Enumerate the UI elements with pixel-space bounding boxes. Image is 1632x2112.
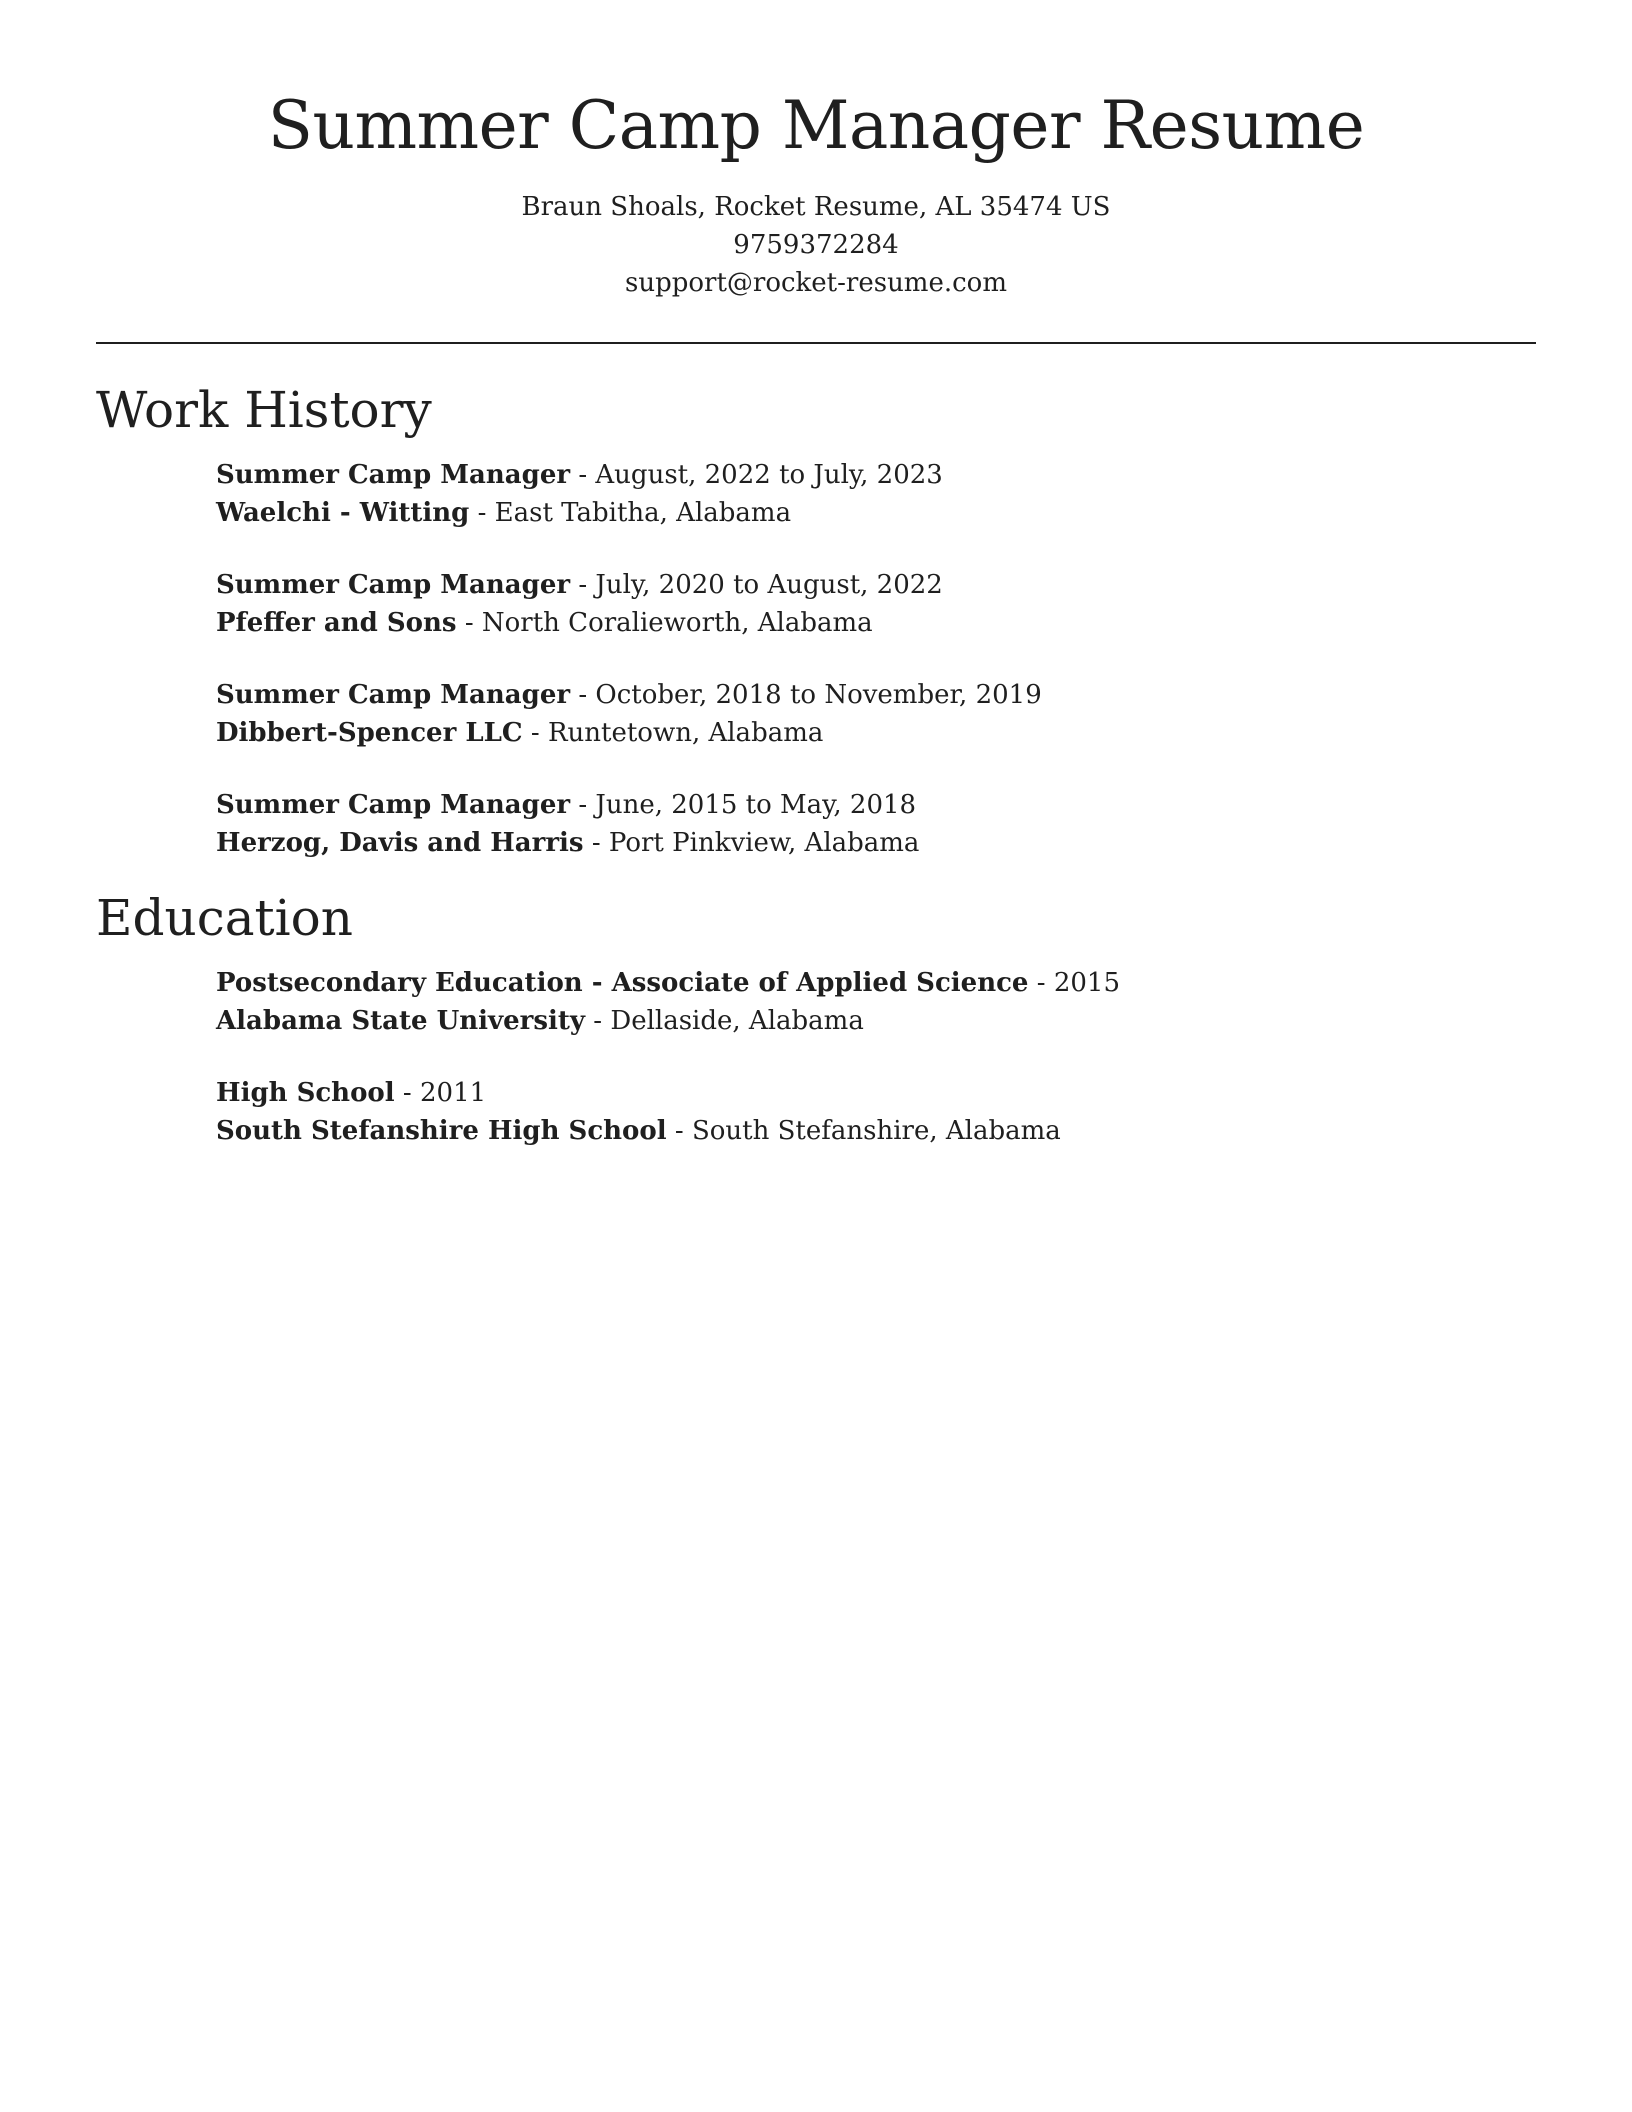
education-entry-degree-line: High School - 2011 xyxy=(216,1078,487,1108)
education-entry-school-line: South Stefanshire High School - South Stefanshire, Alabama xyxy=(216,1116,1061,1146)
school-location: South Stefanshire, Alabama xyxy=(691,1116,1061,1146)
degree-name: Postsecondary Education - Associate of Applied Science xyxy=(216,968,1029,998)
work-history-list xyxy=(216,456,1516,896)
job-company: Herzog, Davis and Harris xyxy=(216,828,584,858)
school-location: Dellaside, Alabama xyxy=(610,1006,864,1036)
work-entry xyxy=(216,566,1516,642)
education-entry-degree-line: Postsecondary Education - Associate of Applied Science - 2015 xyxy=(216,968,1120,998)
header-divider xyxy=(96,342,1536,344)
job-position: Summer Camp Manager xyxy=(216,460,571,490)
resume-header xyxy=(96,84,1536,302)
page-title: Summer Camp Manager Resume xyxy=(267,87,1365,164)
work-entry-title-line: Summer Camp Manager - June, 2015 to May, 2018 xyxy=(216,790,917,820)
email-text: support@rocket-resume.com xyxy=(624,268,1007,298)
phone-text: 9759372284 xyxy=(733,230,899,260)
job-location: Port Pinkview, Alabama xyxy=(608,828,920,858)
job-location: Runtetown, Alabama xyxy=(547,718,824,748)
job-company: Pfeffer and Sons xyxy=(216,608,457,638)
graduation-year: 2015 xyxy=(1053,968,1120,998)
education-entry xyxy=(216,1074,1516,1150)
job-dates: June, 2015 to May, 2018 xyxy=(595,790,917,820)
school-name: Alabama State University xyxy=(216,1006,586,1036)
work-entry-title-line: Summer Camp Manager - August, 2022 to July, 2023 xyxy=(216,460,943,490)
job-dates: October, 2018 to November, 2019 xyxy=(595,680,1042,710)
degree-name: High School xyxy=(216,1078,395,1108)
job-company: Waelchi - Witting xyxy=(216,498,470,528)
education-list xyxy=(216,964,1516,1184)
education-entry-school-line: Alabama State University - Dellaside, Alabama xyxy=(216,1006,864,1036)
job-company: Dibbert-Spencer LLC xyxy=(216,718,523,748)
job-position: Summer Camp Manager xyxy=(216,570,571,600)
work-entry-title-line: Summer Camp Manager - July, 2020 to August, 2022 xyxy=(216,570,943,600)
work-entry xyxy=(216,456,1516,532)
address-text: Braun Shoals, Rocket Resume, AL 35474 US xyxy=(521,192,1111,222)
education-heading: Education xyxy=(96,889,353,947)
education-entry xyxy=(216,964,1516,1040)
work-entry-company-line: Waelchi - Witting - East Tabitha, Alabama xyxy=(216,498,792,528)
work-entry-company-line: Pfeffer and Sons - North Coralieworth, Alabama xyxy=(216,608,873,638)
work-entry-title-line: Summer Camp Manager - October, 2018 to November, 2019 xyxy=(216,680,1042,710)
graduation-year: 2011 xyxy=(419,1078,487,1108)
work-entry-company-line: Herzog, Davis and Harris - Port Pinkview, Alabama xyxy=(216,828,920,858)
work-entry xyxy=(216,676,1516,752)
work-entry-company-line: Dibbert-Spencer LLC - Runtetown, Alabama xyxy=(216,718,824,748)
job-position: Summer Camp Manager xyxy=(216,680,571,710)
contact-info xyxy=(96,188,1536,302)
job-dates: August, 2022 to July, 2023 xyxy=(595,460,943,490)
work-entry xyxy=(216,786,1516,862)
school-name: South Stefanshire High School xyxy=(216,1116,667,1146)
job-dates: July, 2020 to August, 2022 xyxy=(595,570,943,600)
job-location: East Tabitha, Alabama xyxy=(494,498,792,528)
job-location: North Coralieworth, Alabama xyxy=(481,608,873,638)
work-history-heading: Work History xyxy=(96,381,432,439)
job-position: Summer Camp Manager xyxy=(216,790,571,820)
